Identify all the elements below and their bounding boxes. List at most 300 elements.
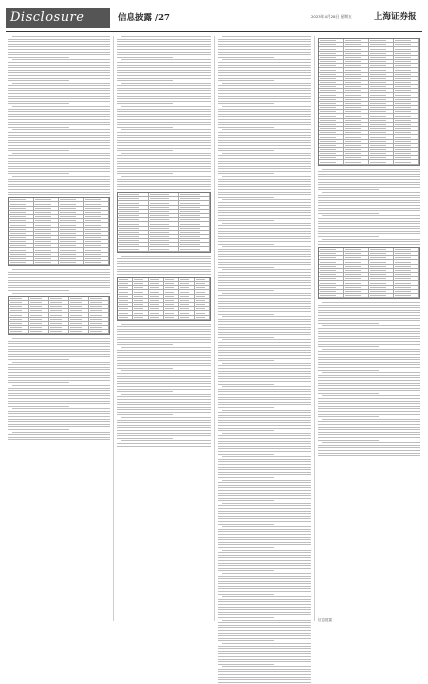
- text-line: [218, 321, 311, 322]
- table-cell: [118, 197, 149, 200]
- text-line: [218, 111, 311, 112]
- table-cell: [149, 193, 180, 196]
- table-cell: [118, 222, 149, 225]
- text-line: [318, 447, 420, 448]
- table-cell: [84, 248, 109, 251]
- table-cell: [149, 278, 164, 281]
- text-line: [218, 186, 311, 187]
- text-line: [8, 393, 110, 394]
- table-cell: [344, 277, 369, 280]
- table-cell: [34, 261, 59, 264]
- text-line: [8, 372, 110, 373]
- table-cell: [149, 282, 164, 285]
- text-line: [117, 355, 211, 356]
- table-cell: [9, 309, 29, 312]
- table-cell: [149, 197, 180, 200]
- text-line: [117, 75, 211, 76]
- text-line: [218, 249, 311, 250]
- text-line: [117, 425, 211, 426]
- text-line: [222, 433, 311, 434]
- text-line: [222, 643, 311, 644]
- table-cell: [149, 227, 180, 230]
- text-line: [117, 109, 211, 110]
- text-line: [218, 622, 311, 623]
- text-line: [218, 630, 311, 631]
- text-line: [117, 184, 211, 185]
- text-line: [117, 171, 211, 172]
- text-line: [218, 474, 311, 475]
- text-line: [218, 54, 311, 55]
- text-line: [117, 54, 211, 55]
- text-line: [218, 342, 311, 343]
- table-cell: [29, 330, 49, 333]
- text-line: [218, 477, 274, 478]
- table-cell: [344, 81, 369, 84]
- text-line: [222, 129, 311, 130]
- text-line: [218, 539, 311, 540]
- text-line: [222, 526, 311, 527]
- text-line: [117, 430, 211, 431]
- text-line: [218, 428, 311, 429]
- table-cell: [89, 297, 109, 300]
- text-line: [117, 258, 211, 259]
- text-line: [8, 52, 110, 53]
- data-table: [117, 277, 211, 321]
- text-line: [318, 231, 420, 232]
- table-cell: [149, 307, 164, 310]
- text-line: [218, 547, 274, 548]
- text-line: [218, 472, 311, 473]
- table-cell: [84, 236, 109, 239]
- text-line: [318, 351, 420, 352]
- text-line: [117, 52, 211, 53]
- text-line: [218, 537, 311, 538]
- text-line: [318, 310, 420, 311]
- table-cell: [49, 330, 69, 333]
- table-cell: [179, 235, 210, 238]
- table-cell: [118, 218, 149, 221]
- table-cell: [34, 202, 59, 205]
- table-cell: [179, 243, 210, 246]
- table-cell: [164, 286, 179, 289]
- table-cell: [369, 39, 394, 42]
- table-cell: [179, 295, 194, 298]
- column-divider: [314, 36, 315, 621]
- text-line: [218, 218, 311, 219]
- text-line: [8, 135, 110, 136]
- text-line: [218, 664, 274, 665]
- text-column-4: [318, 36, 420, 458]
- text-line: [117, 155, 211, 156]
- table-cell: [195, 303, 210, 306]
- table-cell: [149, 222, 180, 225]
- table-cell: [179, 239, 210, 242]
- table-cell: [319, 131, 344, 134]
- table-cell: [179, 247, 210, 250]
- table-cell: [394, 93, 419, 96]
- table-cell: [89, 330, 109, 333]
- table-cell: [369, 144, 394, 147]
- text-line: [8, 434, 110, 435]
- text-line: [218, 288, 311, 289]
- text-line: [318, 388, 420, 389]
- table-cell: [344, 114, 369, 117]
- text-line: [8, 98, 110, 99]
- text-line: [222, 83, 311, 84]
- text-line: [8, 413, 110, 414]
- table-cell: [179, 231, 210, 234]
- text-line: [318, 432, 420, 433]
- text-line: [218, 399, 311, 400]
- text-line: [218, 148, 311, 149]
- table-cell: [118, 299, 133, 302]
- text-line: [121, 83, 211, 84]
- text-line: [12, 36, 110, 37]
- text-line: [218, 145, 311, 146]
- text-line: [218, 262, 311, 263]
- text-line: [218, 487, 311, 488]
- table-cell: [344, 140, 369, 143]
- text-line: [8, 72, 110, 73]
- text-line: [218, 347, 311, 348]
- text-line: [218, 275, 311, 276]
- text-line: [218, 505, 311, 506]
- table-cell: [319, 39, 344, 42]
- text-line: [218, 430, 274, 431]
- text-line: [8, 85, 110, 86]
- text-line: [218, 137, 311, 138]
- table-cell: [149, 206, 180, 209]
- table-cell: [319, 140, 344, 143]
- text-line: [218, 508, 311, 509]
- text-line: [218, 391, 311, 392]
- table-cell: [118, 193, 149, 196]
- text-line: [117, 329, 211, 330]
- table-cell: [394, 131, 419, 134]
- table-cell: [179, 193, 210, 196]
- text-line: [218, 85, 311, 86]
- text-line: [218, 207, 311, 208]
- text-line: [318, 205, 420, 206]
- text-line: [218, 498, 311, 499]
- table-cell: [84, 215, 109, 218]
- text-line: [117, 181, 211, 182]
- text-line: [218, 282, 311, 283]
- text-line: [318, 323, 379, 324]
- text-line: [218, 389, 311, 390]
- data-table: [318, 247, 420, 299]
- text-line: [218, 570, 274, 571]
- text-line: [117, 363, 211, 364]
- table-cell: [84, 244, 109, 247]
- text-line: [8, 137, 110, 138]
- text-line: [318, 367, 420, 368]
- text-line: [8, 171, 110, 172]
- table-cell: [369, 98, 394, 101]
- text-line: [117, 96, 211, 97]
- text-line: [218, 119, 311, 120]
- text-line: [318, 434, 420, 435]
- text-line: [318, 200, 420, 201]
- text-line: [218, 671, 311, 672]
- text-line: [8, 161, 110, 162]
- text-line: [322, 239, 420, 240]
- table-cell: [394, 119, 419, 122]
- text-line: [117, 357, 211, 358]
- text-line: [8, 424, 110, 425]
- text-line: [117, 39, 211, 40]
- text-line: [8, 290, 69, 291]
- text-line: [117, 173, 173, 174]
- text-line: [117, 103, 173, 104]
- text-line: [12, 293, 110, 294]
- text-line: [117, 378, 211, 379]
- table-cell: [319, 286, 344, 289]
- table-cell: [89, 313, 109, 316]
- table-cell: [369, 68, 394, 71]
- text-line: [218, 635, 311, 636]
- table-cell: [344, 286, 369, 289]
- table-cell: [9, 326, 29, 329]
- table-cell: [179, 307, 194, 310]
- table-cell: [344, 119, 369, 122]
- table-cell: [369, 152, 394, 155]
- table-cell: [344, 127, 369, 130]
- table-cell: [195, 307, 210, 310]
- table-cell: [84, 223, 109, 226]
- table-cell: [9, 318, 29, 321]
- table-row: [9, 261, 109, 265]
- text-line: [117, 46, 211, 47]
- text-line: [218, 373, 311, 374]
- text-line: [117, 85, 211, 86]
- text-line: [322, 169, 420, 170]
- table-cell: [319, 156, 344, 159]
- text-line: [8, 111, 110, 112]
- issue-date: 2023年4月28日 星期五: [311, 14, 352, 19]
- table-cell: [89, 326, 109, 329]
- text-line: [8, 57, 69, 58]
- table-cell: [369, 252, 394, 255]
- text-line: [117, 127, 173, 128]
- table-cell: [118, 210, 149, 213]
- text-line: [218, 337, 274, 338]
- text-line: [218, 402, 311, 403]
- text-line: [222, 199, 311, 200]
- table-cell: [49, 305, 69, 308]
- text-line: [222, 386, 311, 387]
- table-cell: [344, 131, 369, 134]
- text-line: [8, 382, 69, 383]
- text-line: [117, 124, 211, 125]
- table-cell: [319, 152, 344, 155]
- text-line: [218, 49, 311, 50]
- table-cell: [344, 252, 369, 255]
- text-line: [218, 267, 274, 268]
- table-cell: [133, 282, 148, 285]
- text-line: [218, 518, 311, 519]
- text-line: [218, 194, 311, 195]
- table-cell: [394, 148, 419, 151]
- table-cell: [369, 160, 394, 163]
- text-line: [218, 62, 311, 63]
- table-cell: [319, 160, 344, 163]
- text-line: [117, 168, 211, 169]
- text-line: [218, 114, 311, 115]
- text-line: [218, 482, 311, 483]
- text-line: [318, 393, 379, 394]
- text-line: [218, 241, 311, 242]
- text-line: [318, 221, 420, 222]
- text-line: [8, 274, 110, 275]
- text-line: [322, 349, 420, 350]
- text-line: [218, 651, 311, 652]
- table-cell: [9, 202, 34, 205]
- text-line: [218, 607, 311, 608]
- table-cell: [344, 43, 369, 46]
- text-line: [318, 210, 420, 211]
- table-cell: [84, 202, 109, 205]
- table-cell: [394, 160, 419, 163]
- table-cell: [369, 127, 394, 130]
- text-line: [218, 329, 311, 330]
- table-cell: [369, 114, 394, 117]
- text-line: [12, 83, 110, 84]
- table-cell: [344, 281, 369, 284]
- text-line: [8, 65, 110, 66]
- table-cell: [369, 43, 394, 46]
- text-line: [8, 403, 110, 404]
- table-cell: [9, 248, 34, 251]
- table-cell: [59, 207, 84, 210]
- text-line: [117, 337, 211, 338]
- table-cell: [369, 294, 394, 297]
- table-cell: [344, 39, 369, 42]
- text-line: [117, 70, 211, 71]
- table-cell: [149, 218, 180, 221]
- text-line: [218, 41, 311, 42]
- text-line: [318, 437, 420, 438]
- text-line: [222, 456, 311, 457]
- table-cell: [394, 89, 419, 92]
- table-cell: [118, 243, 149, 246]
- table-cell: [9, 322, 29, 325]
- text-line: [117, 72, 211, 73]
- table-cell: [149, 311, 164, 314]
- table-cell: [59, 248, 84, 251]
- table-cell: [319, 144, 344, 147]
- text-line: [117, 116, 211, 117]
- text-line: [121, 370, 211, 371]
- text-line: [218, 210, 311, 211]
- text-line: [117, 438, 173, 439]
- text-line: [318, 385, 420, 386]
- text-line: [218, 384, 274, 385]
- text-line: [318, 338, 420, 339]
- table-cell: [84, 198, 109, 201]
- table-cell: [164, 295, 179, 298]
- table-cell: [344, 89, 369, 92]
- text-line: [117, 389, 211, 390]
- text-line: [218, 140, 311, 141]
- text-line: [318, 328, 420, 329]
- text-line: [117, 339, 211, 340]
- table-cell: [149, 303, 164, 306]
- text-line: [117, 409, 211, 410]
- text-line: [218, 122, 311, 123]
- table-cell: [369, 52, 394, 55]
- table-cell: [118, 227, 149, 230]
- text-line: [318, 429, 420, 430]
- text-line: [117, 376, 211, 377]
- table-cell: [319, 106, 344, 109]
- table-cell: [394, 256, 419, 259]
- table-cell: [9, 228, 34, 231]
- table-cell: [394, 286, 419, 289]
- text-line: [318, 453, 420, 454]
- table-cell: [195, 282, 210, 285]
- table-cell: [369, 81, 394, 84]
- table-cell: [394, 277, 419, 280]
- table-cell: [149, 316, 164, 319]
- text-line: [218, 454, 274, 455]
- text-line: [218, 65, 311, 66]
- text-line: [222, 246, 311, 247]
- text-line: [8, 406, 69, 407]
- text-line: [218, 448, 311, 449]
- table-cell: [49, 322, 69, 325]
- table-cell: [69, 309, 89, 312]
- table-cell: [319, 89, 344, 92]
- table-cell: [344, 144, 369, 147]
- text-line: [117, 65, 211, 66]
- text-line: [12, 408, 110, 409]
- text-line: [318, 357, 420, 358]
- table-cell: [394, 265, 419, 268]
- text-line: [8, 155, 110, 156]
- text-line: [8, 189, 110, 190]
- text-line: [8, 401, 110, 402]
- text-line: [218, 435, 311, 436]
- table-cell: [133, 299, 148, 302]
- table-cell: [34, 236, 59, 239]
- text-line: [8, 88, 110, 89]
- table-cell: [369, 140, 394, 143]
- table-cell: [133, 278, 148, 281]
- table-cell: [319, 119, 344, 122]
- table-cell: [34, 207, 59, 210]
- text-line: [117, 49, 211, 50]
- text-line: [8, 192, 110, 193]
- table-cell: [59, 240, 84, 243]
- table-cell: [164, 316, 179, 319]
- text-line: [318, 375, 420, 376]
- table-cell: [9, 207, 34, 210]
- text-line: [318, 187, 420, 188]
- table-cell: [29, 301, 49, 304]
- text-line: [117, 373, 211, 374]
- table-cell: [118, 311, 133, 314]
- text-line: [218, 420, 311, 421]
- text-line: [117, 57, 173, 58]
- text-line: [318, 228, 420, 229]
- text-line: [218, 557, 311, 558]
- text-line: [218, 308, 311, 309]
- table-cell: [369, 93, 394, 96]
- text-line: [117, 391, 173, 392]
- table-cell: [179, 210, 210, 213]
- text-line: [218, 464, 311, 465]
